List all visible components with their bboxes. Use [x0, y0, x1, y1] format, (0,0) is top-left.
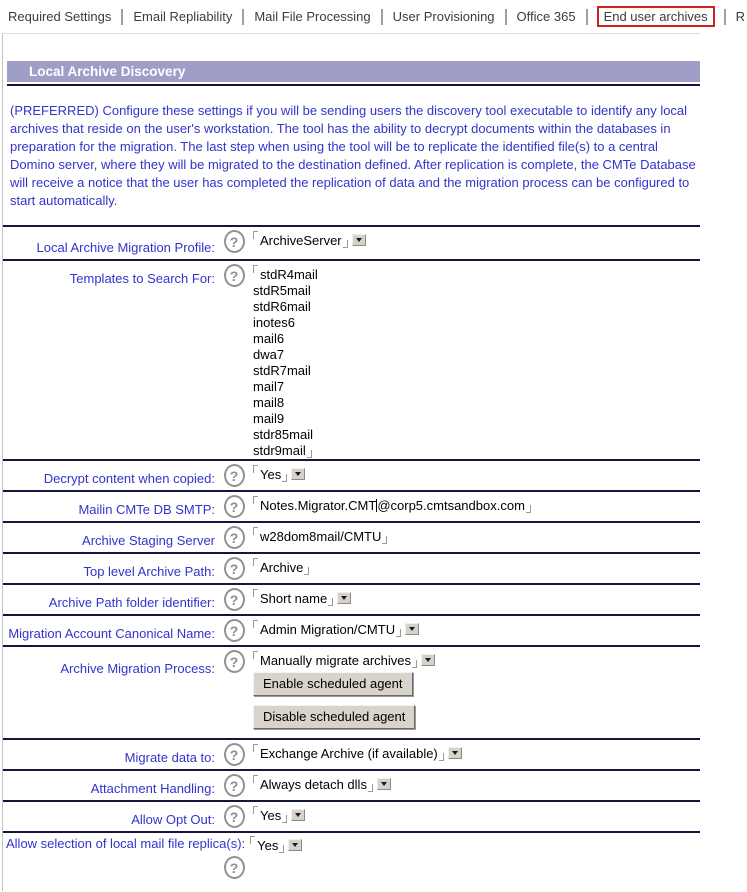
field-bracket-close-icon — [412, 660, 417, 668]
migration-account-field[interactable] — [253, 622, 419, 637]
tab-bar — [0, 0, 746, 33]
field-label: Allow selection of local mail file replica(s): — [6, 836, 246, 851]
help-icon[interactable]: ? — [224, 619, 245, 642]
dropdown-arrow-button[interactable] — [352, 234, 366, 246]
row-allow-local-replica-selection — [3, 833, 700, 891]
dropdown-arrow-button[interactable] — [421, 654, 435, 666]
field-bracket-close-icon — [304, 567, 309, 575]
field-bracket-open-icon — [253, 744, 258, 752]
field-bracket-open-icon — [253, 620, 258, 628]
template-item: inotes6 — [253, 315, 295, 330]
row-archive-migration-process — [3, 647, 700, 740]
row-templates-to-search — [3, 261, 700, 461]
row-top-level-archive-path — [3, 554, 700, 585]
tab-separator — [121, 9, 123, 25]
template-item: stdr85mail — [253, 427, 313, 442]
chevron-down-icon — [295, 813, 301, 817]
dropdown-arrow-button[interactable] — [291, 468, 305, 480]
tab-separator — [242, 9, 244, 25]
field-bracket-open-icon — [253, 806, 258, 814]
chevron-down-icon — [341, 596, 347, 600]
tab-required-settings[interactable]: Required Settings — [8, 9, 112, 24]
field-value: @corp5.cmtsandbox.com — [377, 498, 525, 513]
help-icon[interactable]: ? — [224, 805, 245, 828]
section-header — [7, 61, 700, 82]
template-item: stdR5mail — [253, 283, 311, 298]
field-value: w28dom8mail/CMTU — [260, 529, 382, 544]
chevron-down-icon — [381, 782, 387, 786]
template-item: mail6 — [253, 331, 285, 346]
tab-separator — [586, 9, 588, 25]
row-allow-opt-out — [3, 802, 700, 833]
row-archive-staging-server — [3, 523, 700, 554]
field-label: Archive Staging Server — [82, 533, 215, 548]
field-bracket-open-icon — [253, 231, 258, 239]
archive-migration-profile-field[interactable] — [253, 233, 366, 248]
field-bracket-open-icon — [253, 775, 258, 783]
chevron-down-icon — [356, 238, 362, 242]
field-label: Attachment Handling: — [90, 781, 215, 796]
dropdown-arrow-button[interactable] — [288, 839, 302, 851]
decrypt-content-field[interactable] — [253, 467, 305, 482]
field-bracket-close-icon — [307, 450, 312, 458]
chevron-down-icon — [295, 472, 301, 476]
attachment-handling-field[interactable] — [253, 777, 391, 792]
allow-replica-selection-field[interactable] — [250, 836, 302, 853]
field-bracket-open-icon — [253, 651, 258, 659]
row-decrypt-content — [3, 461, 700, 492]
field-value: Yes — [260, 467, 282, 482]
field-value: Short name — [260, 591, 328, 606]
field-label: Decrypt content when copied: — [43, 471, 215, 486]
field-label: Migrate data to: — [124, 750, 215, 765]
field-value: Yes — [257, 838, 279, 853]
row-mailin-smtp — [3, 492, 700, 523]
template-item: stdR6mail — [253, 299, 311, 314]
field-label: Mailin CMTe DB SMTP: — [78, 502, 215, 517]
field-label: Top level Archive Path: — [83, 564, 215, 579]
field-value: Always detach dlls — [260, 777, 367, 792]
dropdown-arrow-button[interactable] — [377, 778, 391, 790]
dropdown-arrow-button[interactable] — [405, 623, 419, 635]
field-bracket-close-icon — [368, 784, 373, 792]
mailin-smtp-field[interactable] — [253, 498, 531, 513]
field-value: ArchiveServer — [260, 233, 342, 248]
tab-office-365[interactable]: Office 365 — [516, 9, 576, 24]
help-icon[interactable]: ? — [224, 588, 245, 611]
intro-paragraph: (PREFERRED) Configure these settings if you will be sending users the discovery tool executable to identify any local archives that reside on the user's workstation. The tool has the ability to decrypt documents within the databases in preparation for the migration. The last step when using the tool will be to replicate the identified file(s) to a central Domino server, where they will be migrated to the destination defined. After replication is complete, the CMTe Database will receive a notice that the user has completed the replication of data and the migration process can be configured to start automatically. — [10, 103, 696, 208]
template-item: stdR7mail — [253, 363, 311, 378]
field-label: Local Archive Migration Profile: — [36, 240, 215, 255]
field-bracket-open-icon — [253, 589, 258, 597]
help-icon[interactable]: ? — [224, 774, 245, 797]
field-label: Allow Opt Out: — [131, 812, 215, 827]
field-bracket-open-icon — [253, 527, 258, 535]
field-bracket-open-icon — [250, 836, 255, 844]
field-bracket-open-icon — [253, 265, 258, 273]
tab-user-provisioning[interactable]: User Provisioning — [392, 9, 495, 24]
template-item: mail9 — [253, 411, 285, 426]
field-value: Yes — [260, 808, 282, 823]
tab-mail-file-processing[interactable]: Mail File Processing — [254, 9, 371, 24]
field-bracket-close-icon — [282, 474, 287, 482]
help-icon[interactable]: ? — [224, 557, 245, 580]
field-bracket-close-icon — [396, 629, 401, 637]
templates-list-field[interactable] — [253, 261, 700, 459]
migrate-data-to-field[interactable] — [253, 746, 462, 761]
help-icon[interactable]: ? — [224, 526, 245, 549]
help-icon[interactable]: ? — [224, 495, 245, 518]
archive-staging-server-field[interactable] — [253, 529, 387, 544]
template-item: mail7 — [253, 379, 285, 394]
field-value: Archive — [260, 560, 304, 575]
help-icon[interactable]: ? — [224, 464, 245, 487]
field-label: Migration Account Canonical Name: — [8, 626, 215, 641]
tab-separator — [724, 9, 726, 25]
settings-table — [3, 225, 700, 891]
tab-email-repliability[interactable]: Email Repliability — [133, 9, 233, 24]
chevron-down-icon — [292, 843, 298, 847]
field-bracket-close-icon — [343, 240, 348, 248]
field-label: Archive Migration Process: — [60, 661, 215, 676]
template-item: dwa7 — [253, 347, 285, 362]
allow-opt-out-field[interactable] — [253, 808, 305, 823]
row-archive-migration-profile — [3, 227, 700, 261]
row-attachment-handling — [3, 771, 700, 802]
help-icon[interactable]: ? — [224, 856, 245, 879]
top-level-archive-path-field[interactable] — [253, 560, 309, 575]
field-bracket-close-icon — [282, 815, 287, 823]
field-bracket-close-icon — [439, 753, 444, 761]
enable-scheduled-agent-button[interactable]: Enable scheduled agent — [253, 672, 413, 696]
archive-migration-process-field[interactable] — [253, 653, 435, 668]
row-archive-path-folder-identifier — [3, 585, 700, 616]
row-migration-account-canonical-name — [3, 616, 700, 647]
field-bracket-close-icon — [382, 536, 387, 544]
section-header-underline — [7, 84, 700, 86]
tab-overflow-cut[interactable]: R — [735, 9, 746, 24]
tab-end-user-archives[interactable]: End user archives — [597, 6, 715, 27]
dropdown-arrow-button[interactable] — [448, 747, 462, 759]
disable-scheduled-agent-button[interactable]: Disable scheduled agent — [253, 705, 415, 729]
field-bracket-open-icon — [253, 465, 258, 473]
field-value: Admin Migration/CMTU — [260, 622, 396, 637]
help-icon[interactable]: ? — [224, 650, 245, 673]
field-label: Archive Path folder identifier: — [48, 595, 215, 610]
field-bracket-close-icon — [328, 598, 333, 606]
help-icon[interactable]: ? — [224, 743, 245, 766]
template-item: stdr9mail — [253, 443, 306, 458]
chevron-down-icon — [452, 751, 458, 755]
dropdown-arrow-button[interactable] — [291, 809, 305, 821]
help-icon[interactable]: ? — [224, 264, 245, 287]
archive-path-folder-identifier-field[interactable] — [253, 591, 351, 606]
field-bracket-open-icon — [253, 496, 258, 504]
field-bracket-close-icon — [279, 845, 284, 853]
field-label: Templates to Search For: — [69, 271, 215, 286]
tab-separator — [505, 9, 507, 25]
section-title: Local Archive Discovery — [29, 64, 186, 79]
field-bracket-open-icon — [253, 558, 258, 566]
field-value: Notes.Migrator.CMT — [260, 498, 377, 513]
template-item: mail8 — [253, 395, 285, 410]
field-value: Exchange Archive (if available) — [260, 746, 438, 761]
tab-separator — [381, 9, 383, 25]
field-bracket-close-icon — [526, 505, 531, 513]
help-icon[interactable]: ? — [224, 230, 245, 253]
chevron-down-icon — [425, 658, 431, 662]
chevron-down-icon — [409, 627, 415, 631]
template-item: stdR4mail — [260, 267, 318, 282]
form-content — [2, 33, 700, 891]
row-migrate-data-to — [3, 740, 700, 771]
field-value: Manually migrate archives — [260, 653, 412, 668]
dropdown-arrow-button[interactable] — [337, 592, 351, 604]
